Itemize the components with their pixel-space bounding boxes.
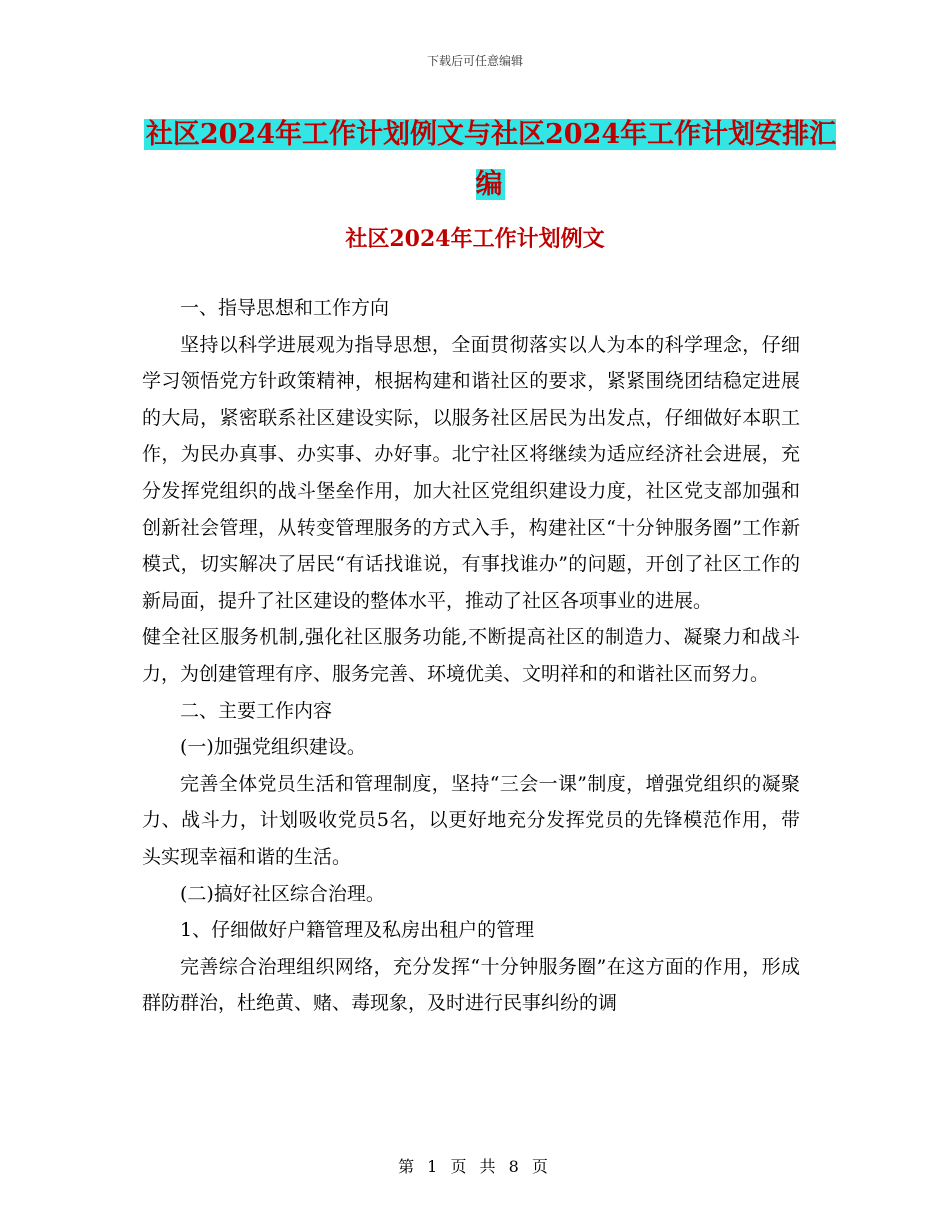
subheading-governance: (二)搞好社区综合治理。 xyxy=(180,882,385,905)
item-household-management: 1、仔细做好户籍管理及私房出租户的管理 xyxy=(180,919,535,942)
paragraph: 完善全体党员生活和管理制度，坚持“三会一课”制度，增强党组织的凝聚力、战斗力，计划吸收党员5名，以更好地充分发挥党员的先锋模范作用，带头实现幸福和谐的生活。 xyxy=(142,772,800,868)
page-footer: 第 1 页 共 8 页 xyxy=(398,1157,552,1176)
subheading-party-building: (一)加强党组织建设。 xyxy=(180,736,366,759)
heading-guiding-ideology: 一、指导思想和工作方向 xyxy=(180,297,390,319)
heading-main-work: 二、主要工作内容 xyxy=(180,699,333,722)
section-title: 社区2024年工作计划例文 xyxy=(345,226,605,252)
body-text xyxy=(142,290,800,1022)
paragraph: 完善综合治理组织网络，充分发挥“十分钟服务圈”在这方面的作用，形成群防群治，杜绝黄、赌、毒现象，及时进行民事纠纷的调 xyxy=(142,955,800,1015)
header-note: 下载后可任意编辑 xyxy=(426,54,523,68)
paragraph: 健全社区服务机制,强化社区服务功能,不断提高社区的制造力、凝聚力和战斗力，为创建管理有序、服务完善、环境优美、文明祥和的和谐社区而努力。 xyxy=(142,626,800,685)
document-title-text: 社区2024年工作计划例文与社区2024年工作计划安排汇编 xyxy=(145,119,837,200)
paragraph: 坚持以科学进展观为指导思想，全面贯彻落实以人为本的科学理念，仔细学习领悟党方针政策精神，根据构建和谐社区的要求，紧紧围绕团结稳定进展的大局，紧密联系社区建设实际，以服务社区居民为出发点，仔细做好本职工作，为民办真事、办实事、办好事。北宁社区将继续为适应经济社会进展，充分发挥党组织的战斗堡垒作用，加大社区党组织建设力度，社区党支部加强和创新社会管理，从转变管理服务的方式入手，构建社区“十分钟服务圈”工作新模式，切实解决了居民“有话找谁说，有事找谁办”的问题，开创了社区工作的新局面，提升了社区建设的整体水平，推动了社区各项事业的进展。 xyxy=(142,333,800,612)
document-title xyxy=(140,110,840,210)
